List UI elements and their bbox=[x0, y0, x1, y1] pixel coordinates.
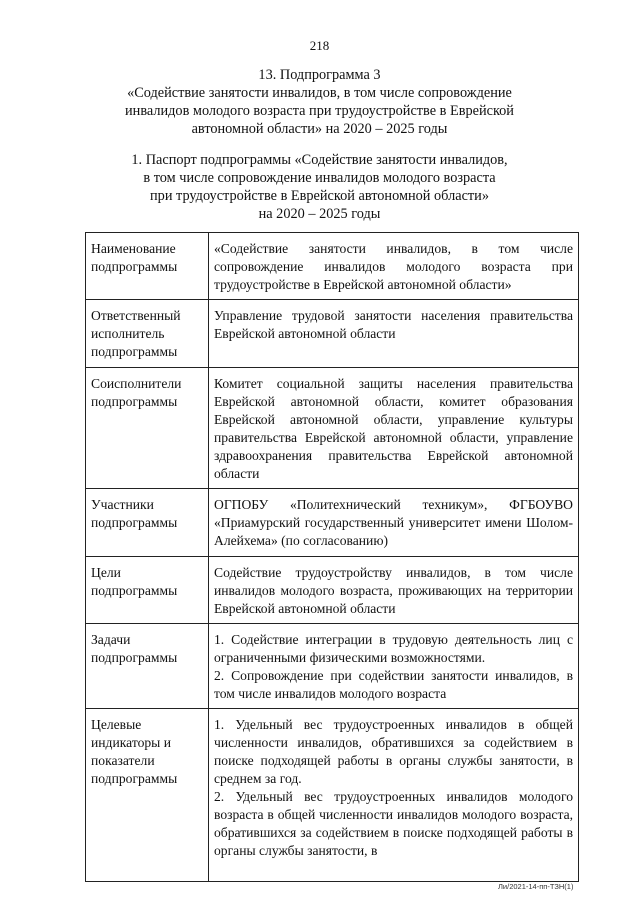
passport-heading bbox=[60, 151, 579, 223]
passport-heading-line: 1. Паспорт подпрограммы «Содействие занятости инвалидов, bbox=[131, 152, 508, 168]
document-code: Ли/2021-14-пп-ТЗН(1) bbox=[498, 882, 574, 891]
subprogram-title bbox=[60, 66, 579, 138]
row-value-indicators bbox=[209, 709, 579, 882]
row-value-line: ОГПОБУ «Политехнический техникум», ФГБОУВО «Приамурский государственный университет имени Шолом-Алейхема» (по согласованию) bbox=[214, 497, 573, 548]
table-row bbox=[86, 709, 579, 882]
page-number: 218 bbox=[309, 38, 330, 53]
row-value-line: 2. Сопровождение при содействии занятости инвалидов, в том числе инвалидов молодого возраста bbox=[214, 668, 573, 701]
title-line: инвалидов молодого возраста при трудоустройстве в Еврейской bbox=[125, 103, 514, 119]
row-label-goals: Цели подпрограммы bbox=[86, 557, 209, 624]
row-value-tasks bbox=[209, 624, 579, 709]
passport-heading-line: в том числе сопровождение инвалидов молодого возраста bbox=[143, 170, 496, 186]
table-row bbox=[86, 233, 579, 300]
row-value-participants bbox=[209, 489, 579, 557]
table-row bbox=[86, 489, 579, 557]
row-value-line: «Содействие занятости инвалидов, в том числе сопровождение инвалидов молодого возраста при трудоустройстве в Еврейской автономной области» bbox=[214, 241, 573, 292]
table-row bbox=[86, 624, 579, 709]
title-line: «Содействие занятости инвалидов, в том числе сопровождение bbox=[127, 85, 512, 101]
row-value-line: 1. Удельный вес трудоустроенных инвалидов в общей численности инвалидов, обратившихся за содействием в поиске подходящей работы в органы службы занятости, в среднем за год. bbox=[214, 717, 573, 786]
row-label-name: Наименование подпрограммы bbox=[86, 233, 209, 300]
row-value-coexecutors bbox=[209, 368, 579, 489]
row-label-tasks: Задачи подпрограммы bbox=[86, 624, 209, 709]
row-value-line: Комитет социальной защиты населения правительства Еврейской автономной области, комитет образования Еврейской автономной области, управление культуры правительства Еврейской автономной области, управление здравоохранения правительства Еврейской автономной области bbox=[214, 376, 573, 481]
row-value-executor bbox=[209, 300, 579, 368]
row-value-line: Содействие трудоустройству инвалидов, в том числе инвалидов молодого возраста, проживающих на территории Еврейской автономной области bbox=[214, 565, 573, 616]
row-value-line: 2. Удельный вес трудоустроенных инвалидов молодого возраста в общей численности инвалидов молодого возраста, обратившихся за содействием в поиске подходящей работы в органы службы занятости, в bbox=[214, 789, 573, 858]
row-label-executor: Ответственный исполнитель подпрограммы bbox=[86, 300, 209, 368]
table-row bbox=[86, 557, 579, 624]
table-row bbox=[86, 368, 579, 489]
row-value-goals bbox=[209, 557, 579, 624]
row-label-indicators: Целевые индикаторы и показатели подпрограммы bbox=[86, 709, 209, 882]
row-label-coexecutors: Соисполнители подпрограммы bbox=[86, 368, 209, 489]
row-value-line: 1. Содействие интеграции в трудовую деятельность лиц с ограниченными физическими возможностями. bbox=[214, 632, 573, 665]
passport-heading-line: на 2020 – 2025 годы bbox=[258, 206, 381, 222]
row-value-name bbox=[209, 233, 579, 300]
row-label-participants: Участники подпрограммы bbox=[86, 489, 209, 557]
title-line: 13. Подпрограмма 3 bbox=[258, 67, 381, 83]
title-line: автономной области» на 2020 – 2025 годы bbox=[191, 121, 448, 137]
table-row bbox=[86, 300, 579, 368]
passport-table bbox=[85, 232, 579, 882]
row-value-line: Управление трудовой занятости населения правительства Еврейской автономной области bbox=[214, 308, 573, 341]
passport-heading-line: при трудоустройстве в Еврейской автономной области» bbox=[150, 188, 489, 204]
